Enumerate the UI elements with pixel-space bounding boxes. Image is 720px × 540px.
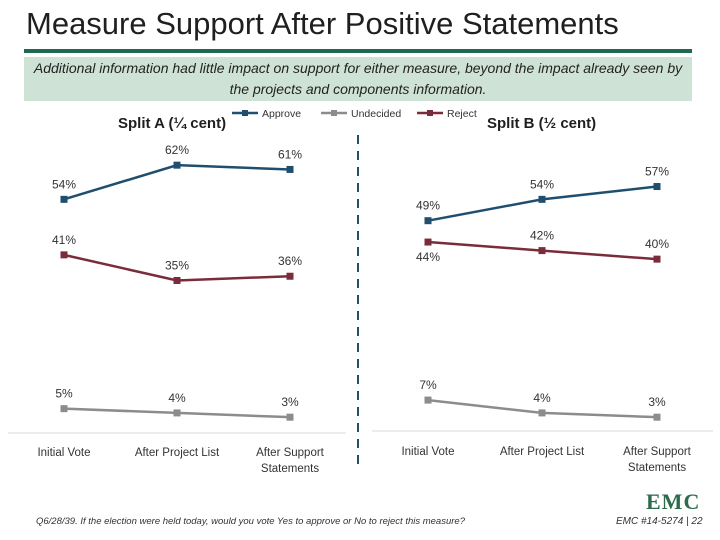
panel-b-reject-point-2 (539, 247, 546, 254)
panel-a-reject-label-2: 35% (164, 258, 190, 273)
panel-b-undecided-label-2: 4% (533, 390, 551, 405)
panel-a-reject-point-1 (61, 251, 68, 258)
footnote: Q6/28/39. If the election were held today, would you vote Yes to approve or No to reject this measure? (36, 516, 465, 527)
panel-a-approve-label-1: 54% (51, 177, 77, 192)
panel-a-title: Split A (¼ cent) (118, 115, 227, 132)
panel-a-approve-point-2 (174, 162, 181, 169)
panel-b-reject-label-3: 40% (644, 237, 670, 252)
panel-b-reject-label-2: 42% (529, 228, 555, 243)
logo-text: EMC (646, 489, 701, 514)
legend-undecided-marker (331, 110, 337, 116)
panel-a-undecided-point-3 (287, 414, 294, 421)
panel-a-approve-label-2: 62% (164, 143, 190, 158)
panel-b-approve-point-3 (654, 183, 661, 190)
panel-b-approve-point-1 (425, 217, 432, 224)
panel-b-reject-point-3 (654, 256, 661, 263)
panel-a-undecided-label-1: 5% (55, 386, 73, 401)
panel-b-approve-point-2 (539, 196, 546, 203)
panel-b-undecided-label-1: 7% (419, 378, 437, 393)
slide-subtitle: Additional information had little impact on support for either measure, beyond the impact already seen by the projects and components information. (33, 60, 683, 97)
panel-a-reject-label-1: 41% (51, 232, 77, 247)
panel-b-undecided-point-1 (425, 397, 432, 404)
panel-b-category-after-support-statements-line2: Statements (627, 462, 687, 474)
panel-a-category-after-project-list: After Project List (134, 447, 220, 459)
panel-a-approve-point-1 (61, 196, 68, 203)
panel-b-reject-label-1: 44% (415, 250, 441, 265)
page-number: EMC #14-5274 | 22 (616, 516, 703, 527)
panel-b-category-after-project-list: After Project List (499, 446, 585, 458)
panel-a-reject-point-3 (287, 273, 294, 280)
panel-a-reject-point-2 (174, 277, 181, 284)
panel-b-category-after-support-statements-line1: After Support (623, 446, 691, 458)
panel-a-category-initial-vote: Initial Vote (37, 447, 91, 459)
legend-approve-marker (242, 110, 248, 116)
emc-logo (646, 490, 708, 514)
legend-approve-label: Approve (262, 108, 302, 120)
slide-title: Measure Support After Positive Statements (26, 6, 619, 41)
panel-a-category-after-support-statements-line1: After Support (256, 447, 324, 459)
legend-undecided-label: Undecided (351, 108, 402, 120)
panel-a-category-after-support-statements-line2: Statements (260, 463, 320, 475)
legend-reject-marker (427, 110, 433, 116)
panel-b-approve-label-1: 49% (415, 198, 441, 213)
panel-a-undecided-point-2 (174, 409, 181, 416)
panel-a-reject-label-3: 36% (277, 254, 303, 269)
panel-b-reject-point-1 (425, 239, 432, 246)
panel-b-undecided-point-2 (539, 409, 546, 416)
panel-a-approve-line (64, 165, 290, 199)
panel-a-approve-point-3 (287, 166, 294, 173)
panel-b-undecided-label-3: 3% (648, 395, 666, 410)
panel-b-approve-label-3: 57% (644, 164, 670, 179)
panel-a-undecided-point-1 (61, 405, 68, 412)
panel-b-undecided-point-3 (654, 414, 661, 421)
panel-b-category-initial-vote: Initial Vote (401, 446, 455, 458)
panel-a-approve-label-3: 61% (277, 147, 303, 162)
panel-b-approve-line (428, 187, 657, 221)
panel-b-title: Split B (½ cent) (487, 115, 597, 132)
panel-b-approve-label-2: 54% (529, 177, 555, 192)
panel-a-undecided-label-2: 4% (168, 390, 186, 405)
legend-reject-label: Reject (447, 108, 477, 120)
panel-a-undecided-label-3: 3% (281, 395, 299, 410)
